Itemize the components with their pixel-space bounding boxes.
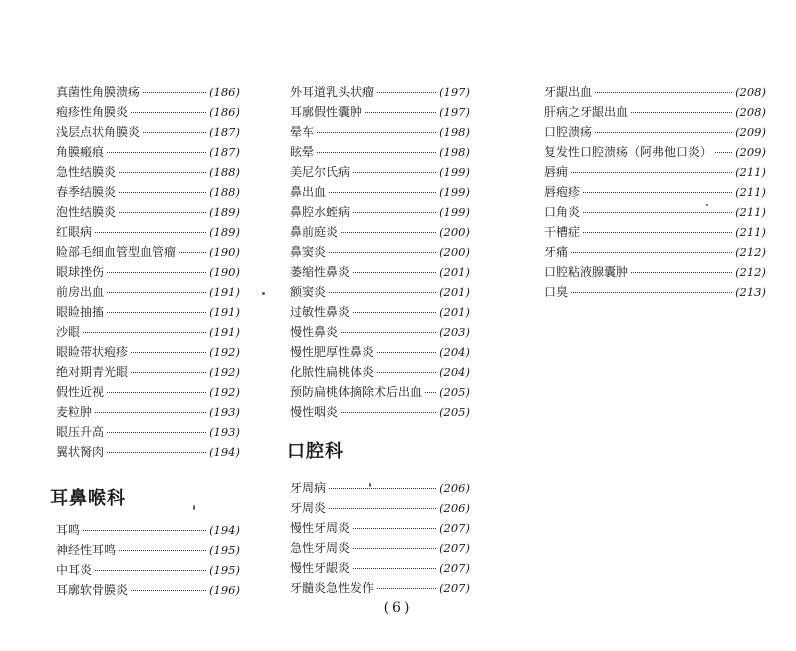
- entry-page: (211): [735, 185, 766, 199]
- toc-entry: [290, 302, 470, 322]
- dot-leader: [107, 451, 206, 453]
- toc-entry: [290, 362, 470, 382]
- entry-title: 绝对期青光眼: [56, 365, 129, 379]
- entry-page: (208): [735, 85, 766, 99]
- entry-page: (211): [735, 205, 766, 219]
- oral-entries-column-2: [290, 478, 470, 598]
- dot-leader: [119, 171, 206, 173]
- dot-leader: [571, 171, 732, 173]
- toc-entry: [56, 442, 240, 462]
- entry-page: (201): [439, 305, 470, 319]
- entry-page: (207): [439, 581, 470, 595]
- dot-leader: [107, 311, 206, 313]
- dot-leader: [317, 151, 436, 153]
- toc-entry: [56, 242, 240, 262]
- entry-page: (209): [735, 145, 766, 159]
- dot-leader: [329, 251, 436, 253]
- dot-leader: [329, 507, 436, 509]
- entry-title: 唇痈: [544, 165, 569, 179]
- entry-title: 眼压升高: [56, 425, 105, 439]
- entry-page: (201): [439, 265, 470, 279]
- dot-leader: [377, 371, 436, 373]
- entry-title: 假性近视: [56, 385, 105, 399]
- entry-page: (200): [439, 245, 470, 259]
- toc-entry: [290, 102, 470, 122]
- entry-page: (206): [439, 501, 470, 515]
- entry-page: (196): [209, 583, 240, 597]
- scan-speck: [706, 204, 708, 206]
- entry-title: 真菌性角膜溃疡: [56, 85, 141, 99]
- entry-title: 慢性牙龈炎: [290, 561, 351, 575]
- toc-entry: [544, 142, 766, 162]
- entry-page: (208): [735, 105, 766, 119]
- entry-title: 角膜瘢痕: [56, 145, 105, 159]
- ophthalmology-entries: [56, 82, 240, 462]
- entry-page: (186): [209, 105, 240, 119]
- page-number: (6): [383, 600, 413, 616]
- dot-leader: [583, 231, 732, 233]
- entry-page: (205): [439, 405, 470, 419]
- entry-title: 外耳道乳头状瘤: [290, 85, 375, 99]
- entry-page: (200): [439, 225, 470, 239]
- dot-leader: [353, 547, 436, 549]
- entry-title: 预防扁桃体摘除术后出血: [290, 385, 423, 399]
- toc-entry: [290, 202, 470, 222]
- entry-title: 鼻窦炎: [290, 245, 327, 259]
- dot-leader: [131, 371, 206, 373]
- entry-title: 口臭: [544, 285, 569, 299]
- entry-title: 慢性牙周炎: [290, 521, 351, 535]
- entry-page: (186): [209, 85, 240, 99]
- dot-leader: [107, 151, 206, 153]
- entry-title: 牙周炎: [290, 501, 327, 515]
- entry-title: 口腔溃疡: [544, 125, 593, 139]
- section-heading-oral: 口腔科: [287, 441, 344, 462]
- toc-entry: [290, 322, 470, 342]
- entry-page: (194): [209, 523, 240, 537]
- entry-title: 慢性鼻炎: [290, 325, 339, 339]
- entry-title: 翼状胬肉: [56, 445, 105, 459]
- toc-entry: [56, 222, 240, 242]
- toc-entry: [56, 262, 240, 282]
- dot-leader: [95, 569, 206, 571]
- entry-page: (197): [439, 85, 470, 99]
- toc-entry: [290, 222, 470, 242]
- dot-leader: [583, 211, 732, 213]
- dot-leader: [119, 211, 206, 213]
- dot-leader: [631, 111, 732, 113]
- toc-entry: [56, 540, 240, 560]
- entry-title: 麦粒肿: [56, 405, 93, 419]
- entry-title: 化脓性扁桃体炎: [290, 365, 375, 379]
- toc-entry: [56, 142, 240, 162]
- entry-page: (211): [735, 165, 766, 179]
- toc-entry: [56, 560, 240, 580]
- dot-leader: [131, 111, 206, 113]
- entry-title: 睑部毛细血管型血管瘤: [56, 245, 177, 259]
- dot-leader: [571, 251, 732, 253]
- entry-page: (207): [439, 521, 470, 535]
- dot-leader: [377, 587, 436, 589]
- dot-leader: [341, 411, 436, 413]
- toc-entry: [290, 402, 470, 422]
- entry-page: (199): [439, 185, 470, 199]
- toc-entry: [290, 142, 470, 162]
- toc-entry: [544, 122, 766, 142]
- toc-entry: [544, 162, 766, 182]
- toc-column-1: [56, 82, 240, 462]
- entry-page: (213): [735, 285, 766, 299]
- dot-leader: [329, 291, 436, 293]
- entry-page: (204): [439, 345, 470, 359]
- entry-page: (207): [439, 561, 470, 575]
- dot-leader: [353, 271, 436, 273]
- entry-page: (187): [209, 125, 240, 139]
- toc-entry: [290, 82, 470, 102]
- toc-entry: [544, 82, 766, 102]
- entry-title: 过敏性鼻炎: [290, 305, 351, 319]
- entry-page: (193): [209, 425, 240, 439]
- toc-entry: [290, 282, 470, 302]
- toc-entry: [290, 478, 470, 498]
- dot-leader: [377, 351, 436, 353]
- toc-entry: [290, 538, 470, 558]
- entry-page: (190): [209, 265, 240, 279]
- entry-page: (199): [439, 165, 470, 179]
- entry-title: 急性结膜炎: [56, 165, 117, 179]
- toc-entry: [290, 518, 470, 538]
- toc-entry: [290, 262, 470, 282]
- toc-entry: [56, 342, 240, 362]
- dot-leader: [143, 131, 206, 133]
- entry-page: (199): [439, 205, 470, 219]
- entry-page: (209): [735, 125, 766, 139]
- entry-title: 萎缩性鼻炎: [290, 265, 351, 279]
- dot-leader: [83, 331, 206, 333]
- toc-entry: [56, 302, 240, 322]
- entry-title: 眼睑带状疱疹: [56, 345, 129, 359]
- dot-leader: [107, 391, 206, 393]
- dot-leader: [131, 351, 206, 353]
- entry-page: (191): [209, 285, 240, 299]
- dot-leader: [143, 91, 206, 93]
- dot-leader: [583, 191, 732, 193]
- entry-page: (188): [209, 185, 240, 199]
- entry-page: (207): [439, 541, 470, 555]
- entry-page: (191): [209, 325, 240, 339]
- dot-leader: [107, 291, 206, 293]
- toc-entry: [290, 498, 470, 518]
- entry-page: (191): [209, 305, 240, 319]
- entry-title: 口腔粘液腺囊肿: [544, 265, 629, 279]
- toc-entry: [56, 322, 240, 342]
- entry-page: (198): [439, 125, 470, 139]
- entry-page: (204): [439, 365, 470, 379]
- entry-title: 牙髓炎急性发作: [290, 581, 375, 595]
- entry-title: 眩晕: [290, 145, 315, 159]
- ent-entries-column-1: [56, 520, 240, 600]
- entry-title: 鼻腔水蛭病: [290, 205, 351, 219]
- toc-entry: [56, 422, 240, 442]
- dot-leader: [631, 271, 732, 273]
- toc-column-3: [544, 82, 766, 302]
- entry-page: (193): [209, 405, 240, 419]
- dot-leader: [95, 231, 206, 233]
- toc-entry: [544, 202, 766, 222]
- entry-page: (198): [439, 145, 470, 159]
- toc-entry: [56, 580, 240, 600]
- entry-page: (192): [209, 365, 240, 379]
- entry-title: 前房出血: [56, 285, 105, 299]
- toc-entry: [544, 102, 766, 122]
- entry-page: (194): [209, 445, 240, 459]
- toc-entry: [290, 558, 470, 578]
- entry-page: (197): [439, 105, 470, 119]
- scan-speck: [262, 292, 265, 295]
- dot-leader: [353, 311, 436, 313]
- entry-page: (189): [209, 225, 240, 239]
- toc-entry: [56, 362, 240, 382]
- dot-leader: [83, 529, 206, 531]
- entry-page: (195): [209, 563, 240, 577]
- toc-entry: [544, 182, 766, 202]
- entry-title: 牙周病: [290, 481, 327, 495]
- entry-title: 春季结膜炎: [56, 185, 117, 199]
- toc-entry: [290, 122, 470, 142]
- toc-entry: [544, 222, 766, 242]
- entry-title: 唇疱疹: [544, 185, 581, 199]
- dot-leader: [595, 91, 732, 93]
- entry-title: 泡性结膜炎: [56, 205, 117, 219]
- dot-leader: [715, 151, 732, 153]
- entry-title: 牙龈出血: [544, 85, 593, 99]
- dot-leader: [425, 391, 436, 393]
- toc-entry: [544, 262, 766, 282]
- toc-entry: [56, 520, 240, 540]
- entry-page: (188): [209, 165, 240, 179]
- dot-leader: [341, 231, 436, 233]
- toc-entry: [56, 162, 240, 182]
- entry-title: 眼睑抽搐: [56, 305, 105, 319]
- dot-leader: [353, 171, 436, 173]
- toc-entry: [56, 82, 240, 102]
- dot-leader: [95, 411, 206, 413]
- dot-leader: [119, 191, 206, 193]
- entry-title: 神经性耳鸣: [56, 543, 117, 557]
- toc-entry: [56, 182, 240, 202]
- toc-entry: [56, 202, 240, 222]
- entry-page: (212): [735, 245, 766, 259]
- entry-title: 红眼病: [56, 225, 93, 239]
- entry-title: 额窦炎: [290, 285, 327, 299]
- entry-title: 眼球挫伤: [56, 265, 105, 279]
- toc-entry: [56, 382, 240, 402]
- entry-page: (190): [209, 245, 240, 259]
- toc-entry: [56, 122, 240, 142]
- entry-title: 慢性肥厚性鼻炎: [290, 345, 375, 359]
- entry-title: 耳廓假性囊肿: [290, 105, 363, 119]
- toc-entry: [56, 402, 240, 422]
- entry-title: 急性牙周炎: [290, 541, 351, 555]
- dot-leader: [107, 431, 206, 433]
- dot-leader: [119, 549, 206, 551]
- dot-leader: [353, 567, 436, 569]
- toc-entry: [290, 242, 470, 262]
- entry-title: 沙眼: [56, 325, 81, 339]
- dot-leader: [107, 271, 206, 273]
- dot-leader: [329, 191, 436, 193]
- entry-page: (195): [209, 543, 240, 557]
- toc-entry: [290, 382, 470, 402]
- dot-leader: [595, 131, 732, 133]
- entry-title: 牙痛: [544, 245, 569, 259]
- dot-leader: [377, 91, 436, 93]
- entry-title: 口角炎: [544, 205, 581, 219]
- toc-entry: [290, 162, 470, 182]
- entry-page: (205): [439, 385, 470, 399]
- toc-entry: [290, 578, 470, 598]
- entry-page: (206): [439, 481, 470, 495]
- toc-entry: [290, 342, 470, 362]
- dot-leader: [317, 131, 436, 133]
- entry-page: (192): [209, 385, 240, 399]
- entry-page: (189): [209, 205, 240, 219]
- entry-page: (211): [735, 225, 766, 239]
- entry-title: 耳廓软骨膜炎: [56, 583, 129, 597]
- toc-entry: [544, 242, 766, 262]
- dot-leader: [131, 589, 206, 591]
- toc-entry: [56, 102, 240, 122]
- dot-leader: [365, 111, 436, 113]
- section-heading-ent: 耳鼻喉科: [50, 488, 126, 509]
- scan-speck: [369, 483, 371, 487]
- entry-title: 干槽症: [544, 225, 581, 239]
- entry-page: (187): [209, 145, 240, 159]
- entry-title: 肝病之牙龈出血: [544, 105, 629, 119]
- entry-title: 疱疹性角膜炎: [56, 105, 129, 119]
- dot-leader: [341, 331, 436, 333]
- entry-title: 鼻出血: [290, 185, 327, 199]
- entry-title: 耳鸣: [56, 523, 81, 537]
- entry-title: 慢性咽炎: [290, 405, 339, 419]
- toc-entry: [544, 282, 766, 302]
- scan-speck: [193, 505, 195, 510]
- dot-leader: [329, 487, 436, 489]
- entry-title: 中耳炎: [56, 563, 93, 577]
- toc-entry: [290, 182, 470, 202]
- dot-leader: [571, 291, 732, 293]
- dot-leader: [179, 251, 206, 253]
- entry-page: (212): [735, 265, 766, 279]
- entry-title: 复发性口腔溃疡（阿弗他口炎）: [544, 145, 713, 159]
- dot-leader: [353, 211, 436, 213]
- toc-entry: [56, 282, 240, 302]
- entry-title: 美尼尔氏病: [290, 165, 351, 179]
- entry-page: (203): [439, 325, 470, 339]
- dot-leader: [353, 527, 436, 529]
- entry-page: (201): [439, 285, 470, 299]
- toc-column-2: [290, 82, 470, 422]
- entry-page: (192): [209, 345, 240, 359]
- entry-title: 晕车: [290, 125, 315, 139]
- entry-title: 鼻前庭炎: [290, 225, 339, 239]
- entry-title: 浅层点状角膜炎: [56, 125, 141, 139]
